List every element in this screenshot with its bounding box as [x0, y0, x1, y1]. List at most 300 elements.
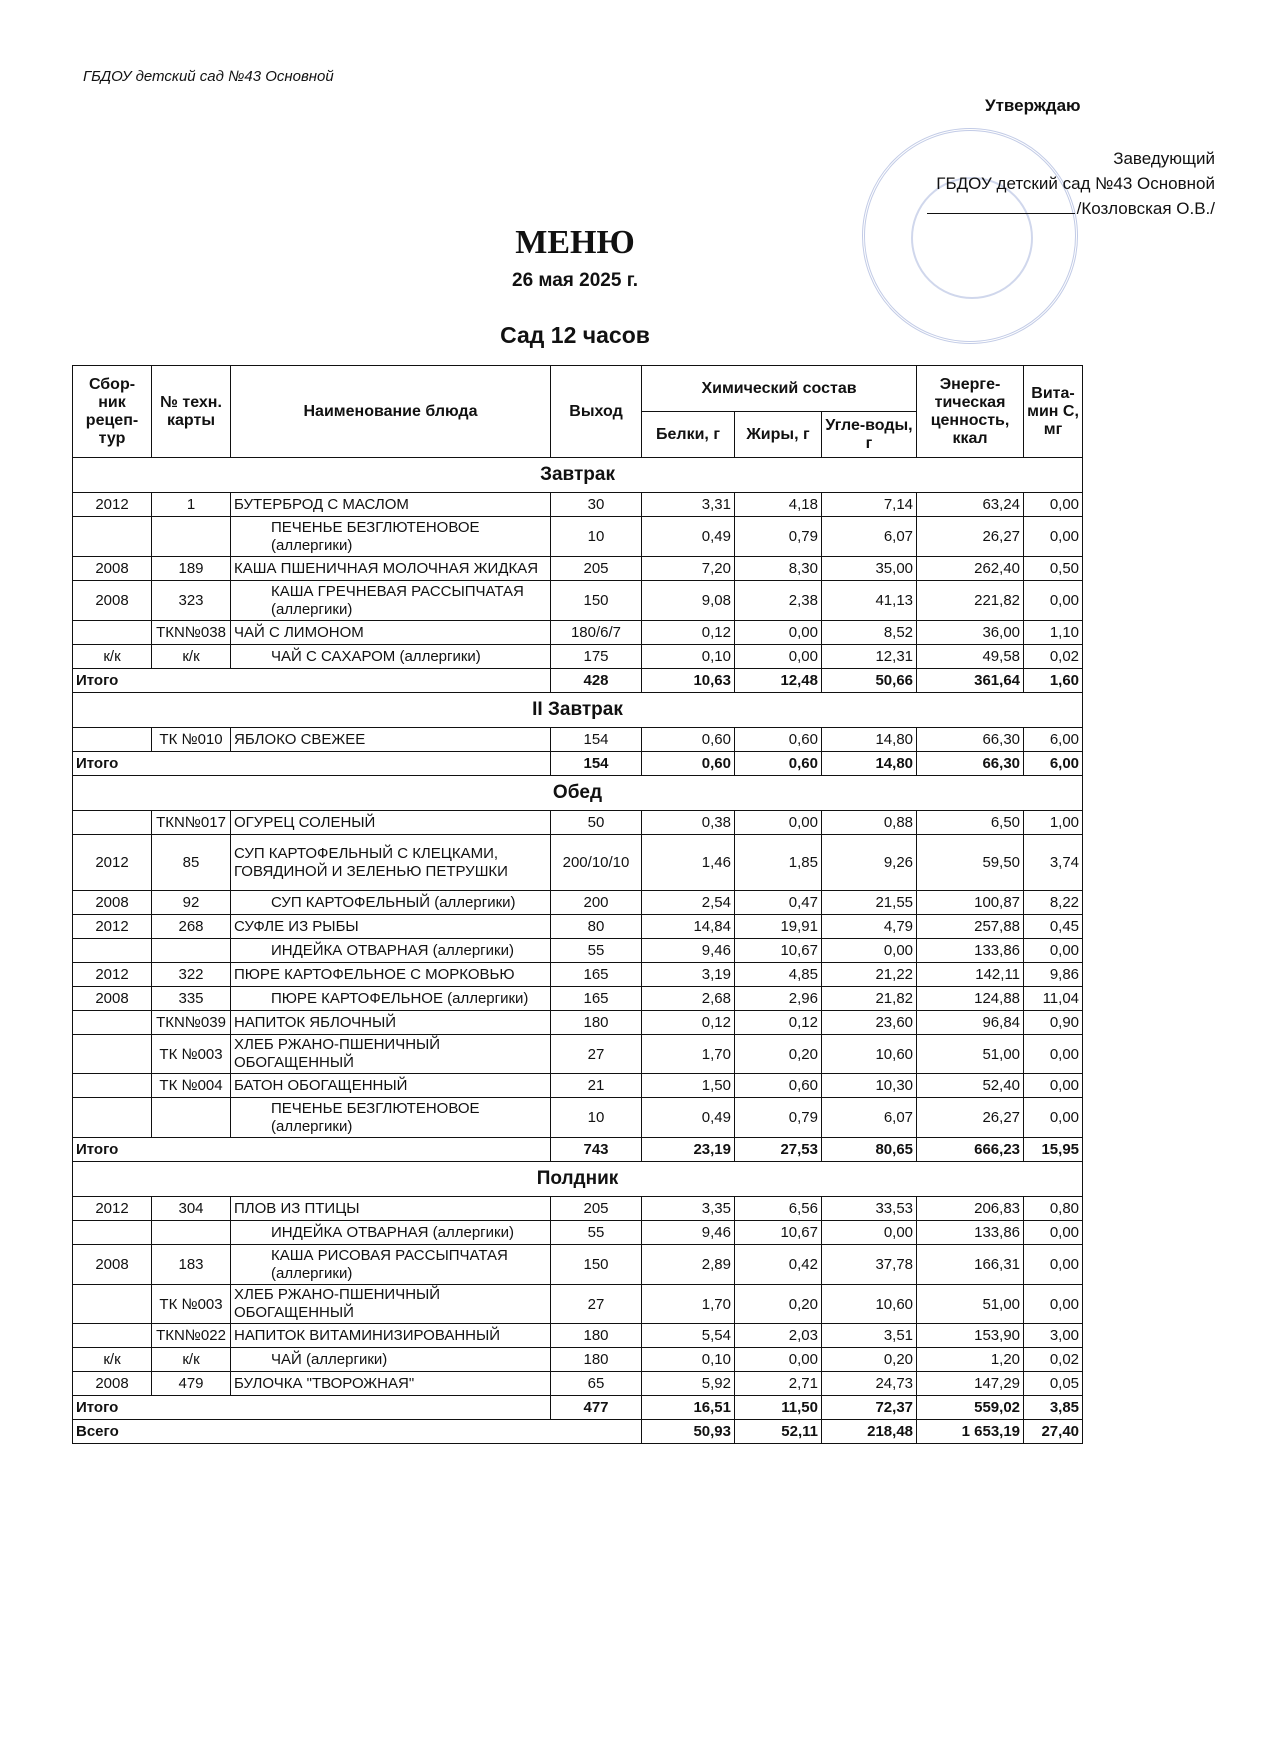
vitc-cell: 0,80: [1024, 1197, 1083, 1221]
card-cell: ТКN№017: [152, 811, 231, 835]
table-row: [73, 1324, 1083, 1348]
protein-cell: 0,49: [642, 1098, 735, 1138]
carbs-cell: 10,60: [822, 1035, 917, 1074]
card-cell: 268: [152, 915, 231, 939]
grand-total-fat-cell: 52,11: [735, 1420, 822, 1444]
table-header: [73, 366, 1083, 458]
dish-name-cell: ЧАЙ С САХАРОМ (аллергики): [231, 645, 551, 669]
col-name: Наименование блюда: [231, 366, 551, 458]
total-carbs-cell: 14,80: [822, 752, 917, 776]
fat-cell: 0,12: [735, 1011, 822, 1035]
table-row: [73, 891, 1083, 915]
dish-name-cell: КАША ГРЕЧНЕВАЯ РАССЫПЧАТАЯ (аллергики): [231, 581, 551, 621]
energy-cell: 26,27: [917, 517, 1024, 557]
table-row: [73, 963, 1083, 987]
card-cell: 1: [152, 493, 231, 517]
table-row: [73, 1245, 1083, 1285]
organization-name: ГБДОУ детский сад №43 Основной: [83, 68, 334, 85]
collection-cell: [73, 728, 152, 752]
collection-cell: 2012: [73, 493, 152, 517]
total-energy-cell: 361,64: [917, 669, 1024, 693]
vitc-cell: 0,00: [1024, 1245, 1083, 1285]
output-cell: 50: [551, 811, 642, 835]
vitc-cell: 0,00: [1024, 1035, 1083, 1074]
carbs-cell: 0,00: [822, 939, 917, 963]
protein-cell: 5,54: [642, 1324, 735, 1348]
protein-cell: 14,84: [642, 915, 735, 939]
vitc-cell: 0,00: [1024, 1074, 1083, 1098]
carbs-cell: 35,00: [822, 557, 917, 581]
collection-cell: [73, 517, 152, 557]
vitc-cell: 0,02: [1024, 645, 1083, 669]
table-row: [73, 581, 1083, 621]
energy-cell: 96,84: [917, 1011, 1024, 1035]
vitc-cell: 8,22: [1024, 891, 1083, 915]
collection-cell: [73, 1285, 152, 1324]
table-row: [73, 1221, 1083, 1245]
card-cell: к/к: [152, 1348, 231, 1372]
table-row: [73, 1011, 1083, 1035]
output-cell: 10: [551, 517, 642, 557]
col-chem: Химический состав: [642, 366, 917, 412]
total-energy-cell: 66,30: [917, 752, 1024, 776]
collection-cell: [73, 811, 152, 835]
collection-cell: [73, 621, 152, 645]
output-cell: 30: [551, 493, 642, 517]
dish-name-cell: ЯБЛОКО СВЕЖЕЕ: [231, 728, 551, 752]
carbs-cell: 37,78: [822, 1245, 917, 1285]
carbs-cell: 21,55: [822, 891, 917, 915]
protein-cell: 9,46: [642, 939, 735, 963]
dish-name-cell: НАПИТОК ЯБЛОЧНЫЙ: [231, 1011, 551, 1035]
vitc-cell: 0,00: [1024, 517, 1083, 557]
vitc-cell: 11,04: [1024, 987, 1083, 1011]
carbs-cell: 10,30: [822, 1074, 917, 1098]
output-cell: 175: [551, 645, 642, 669]
dish-name-cell: ХЛЕБ РЖАНО-ПШЕНИЧНЫЙ ОБОГАЩЕННЫЙ: [231, 1285, 551, 1324]
energy-cell: 166,31: [917, 1245, 1024, 1285]
table-row: [73, 621, 1083, 645]
total-energy-cell: 666,23: [917, 1138, 1024, 1162]
output-cell: 55: [551, 939, 642, 963]
collection-cell: 2008: [73, 557, 152, 581]
fat-cell: 2,03: [735, 1324, 822, 1348]
dish-name-cell: ХЛЕБ РЖАНО-ПШЕНИЧНЫЙ ОБОГАЩЕННЫЙ: [231, 1035, 551, 1074]
menu-table: [72, 365, 1083, 1444]
output-cell: 180: [551, 1011, 642, 1035]
fat-cell: 0,20: [735, 1035, 822, 1074]
total-energy-cell: 559,02: [917, 1396, 1024, 1420]
carbs-cell: 4,79: [822, 915, 917, 939]
protein-cell: 3,35: [642, 1197, 735, 1221]
collection-cell: [73, 1011, 152, 1035]
table-row: [73, 835, 1083, 891]
section-row: [73, 693, 1083, 728]
total-fat-cell: 27,53: [735, 1138, 822, 1162]
output-cell: 180: [551, 1324, 642, 1348]
carbs-cell: 0,00: [822, 1221, 917, 1245]
table-row: [73, 987, 1083, 1011]
grand-total-label: Всего: [73, 1420, 642, 1444]
collection-cell: 2008: [73, 891, 152, 915]
table-row: [73, 557, 1083, 581]
collection-cell: к/к: [73, 1348, 152, 1372]
carbs-cell: 41,13: [822, 581, 917, 621]
approve-title: Утверждаю: [985, 96, 1081, 115]
protein-cell: 1,46: [642, 835, 735, 891]
dish-name-cell: ЧАЙ С ЛИМОНОМ: [231, 621, 551, 645]
fat-cell: 8,30: [735, 557, 822, 581]
carbs-cell: 6,07: [822, 517, 917, 557]
table-row: [73, 1197, 1083, 1221]
table-row: [73, 811, 1083, 835]
protein-cell: 0,10: [642, 1348, 735, 1372]
card-cell: ТК №003: [152, 1035, 231, 1074]
collection-cell: к/к: [73, 645, 152, 669]
col-fat: Жиры, г: [735, 412, 822, 458]
col-protein: Белки, г: [642, 412, 735, 458]
total-output-cell: 477: [551, 1396, 642, 1420]
table-row: [73, 1348, 1083, 1372]
total-fat-cell: 12,48: [735, 669, 822, 693]
carbs-cell: 24,73: [822, 1372, 917, 1396]
energy-cell: 66,30: [917, 728, 1024, 752]
fat-cell: 0,60: [735, 1074, 822, 1098]
dish-name-cell: СУФЛЕ ИЗ РЫБЫ: [231, 915, 551, 939]
energy-cell: 51,00: [917, 1035, 1024, 1074]
fat-cell: 0,00: [735, 645, 822, 669]
total-row: [73, 1396, 1083, 1420]
fat-cell: 2,96: [735, 987, 822, 1011]
dish-name-cell: СУП КАРТОФЕЛЬНЫЙ С КЛЕЦКАМИ, ГОВЯДИНОЙ И ЗЕЛЕНЬЮ ПЕТРУШКИ: [231, 835, 551, 891]
section-title: II Завтрак: [73, 693, 1083, 728]
dish-name-cell: БАТОН ОБОГАЩЕННЫЙ: [231, 1074, 551, 1098]
collection-cell: 2008: [73, 1372, 152, 1396]
vitc-cell: 3,74: [1024, 835, 1083, 891]
carbs-cell: 7,14: [822, 493, 917, 517]
collection-cell: 2012: [73, 1197, 152, 1221]
carbs-cell: 12,31: [822, 645, 917, 669]
protein-cell: 0,12: [642, 1011, 735, 1035]
energy-cell: 1,20: [917, 1348, 1024, 1372]
protein-cell: 0,49: [642, 517, 735, 557]
total-row: [73, 1138, 1083, 1162]
energy-cell: 133,86: [917, 939, 1024, 963]
output-cell: 55: [551, 1221, 642, 1245]
fat-cell: 2,71: [735, 1372, 822, 1396]
table-body: [73, 458, 1083, 1444]
protein-cell: 9,46: [642, 1221, 735, 1245]
grand-total-energy-cell: 1 653,19: [917, 1420, 1024, 1444]
fat-cell: 0,60: [735, 728, 822, 752]
energy-cell: 6,50: [917, 811, 1024, 835]
section-title: Завтрак: [73, 458, 1083, 493]
energy-cell: 26,27: [917, 1098, 1024, 1138]
carbs-cell: 23,60: [822, 1011, 917, 1035]
table-row: [73, 1035, 1083, 1074]
dish-name-cell: КАША ПШЕНИЧНАЯ МОЛОЧНАЯ ЖИДКАЯ: [231, 557, 551, 581]
dish-name-cell: ПЕЧЕНЬЕ БЕЗГЛЮТЕНОВОЕ (аллергики): [231, 517, 551, 557]
collection-cell: [73, 1098, 152, 1138]
approve-block: [927, 146, 1215, 221]
output-cell: 150: [551, 1245, 642, 1285]
grand-total-vitc-cell: 27,40: [1024, 1420, 1083, 1444]
vitc-cell: 3,00: [1024, 1324, 1083, 1348]
fat-cell: 2,38: [735, 581, 822, 621]
protein-cell: 0,38: [642, 811, 735, 835]
total-vitc-cell: 6,00: [1024, 752, 1083, 776]
energy-cell: 52,40: [917, 1074, 1024, 1098]
collection-cell: [73, 1324, 152, 1348]
energy-cell: 124,88: [917, 987, 1024, 1011]
card-cell: 479: [152, 1372, 231, 1396]
total-vitc-cell: 3,85: [1024, 1396, 1083, 1420]
protein-cell: 9,08: [642, 581, 735, 621]
output-cell: 21: [551, 1074, 642, 1098]
dish-name-cell: ОГУРЕЦ СОЛЕНЫЙ: [231, 811, 551, 835]
protein-cell: 1,70: [642, 1035, 735, 1074]
fat-cell: 0,00: [735, 1348, 822, 1372]
vitc-cell: 0,00: [1024, 1098, 1083, 1138]
output-cell: 205: [551, 1197, 642, 1221]
total-protein-cell: 16,51: [642, 1396, 735, 1420]
dish-name-cell: ПЛОВ ИЗ ПТИЦЫ: [231, 1197, 551, 1221]
total-vitc-cell: 1,60: [1024, 669, 1083, 693]
fat-cell: 4,18: [735, 493, 822, 517]
dish-name-cell: ПЮРЕ КАРТОФЕЛЬНОЕ С МОРКОВЬЮ: [231, 963, 551, 987]
collection-cell: 2012: [73, 963, 152, 987]
fat-cell: 1,85: [735, 835, 822, 891]
approve-signature-row: [927, 196, 1215, 221]
vitc-cell: 0,90: [1024, 1011, 1083, 1035]
total-fat-cell: 0,60: [735, 752, 822, 776]
fat-cell: 10,67: [735, 939, 822, 963]
fat-cell: 4,85: [735, 963, 822, 987]
fat-cell: 0,47: [735, 891, 822, 915]
fat-cell: 0,20: [735, 1285, 822, 1324]
approve-position: Заведующий: [1113, 149, 1215, 168]
total-protein-cell: 23,19: [642, 1138, 735, 1162]
section-row: [73, 1162, 1083, 1197]
total-carbs-cell: 50,66: [822, 669, 917, 693]
card-cell: ТКN№022: [152, 1324, 231, 1348]
section-row: [73, 458, 1083, 493]
dish-name-cell: ПЕЧЕНЬЕ БЕЗГЛЮТЕНОВОЕ (аллергики): [231, 1098, 551, 1138]
carbs-cell: 21,82: [822, 987, 917, 1011]
energy-cell: 133,86: [917, 1221, 1024, 1245]
grand-total-protein-cell: 50,93: [642, 1420, 735, 1444]
card-cell: 183: [152, 1245, 231, 1285]
col-output: Выход: [551, 366, 642, 458]
card-cell: 322: [152, 963, 231, 987]
energy-cell: 262,40: [917, 557, 1024, 581]
output-cell: 165: [551, 963, 642, 987]
output-cell: 154: [551, 728, 642, 752]
signature-line: [927, 199, 1075, 214]
carbs-cell: 21,22: [822, 963, 917, 987]
output-cell: 180/6/7: [551, 621, 642, 645]
total-output-cell: 743: [551, 1138, 642, 1162]
carbs-cell: 14,80: [822, 728, 917, 752]
energy-cell: 257,88: [917, 915, 1024, 939]
output-cell: 200: [551, 891, 642, 915]
menu-date: 26 мая 2025 г.: [512, 270, 638, 291]
protein-cell: 1,70: [642, 1285, 735, 1324]
fat-cell: 0,79: [735, 517, 822, 557]
grand-total-row: [73, 1420, 1083, 1444]
section-row: [73, 776, 1083, 811]
output-cell: 200/10/10: [551, 835, 642, 891]
dish-name-cell: БУЛОЧКА "ТВОРОЖНАЯ": [231, 1372, 551, 1396]
vitc-cell: 0,00: [1024, 581, 1083, 621]
total-output-cell: 428: [551, 669, 642, 693]
dish-name-cell: ЧАЙ (аллергики): [231, 1348, 551, 1372]
vitc-cell: 1,00: [1024, 811, 1083, 835]
card-cell: [152, 1098, 231, 1138]
protein-cell: 5,92: [642, 1372, 735, 1396]
energy-cell: 147,29: [917, 1372, 1024, 1396]
card-cell: ТК №003: [152, 1285, 231, 1324]
col-collection: Сбор-ник рецеп-тур: [73, 366, 152, 458]
card-cell: 85: [152, 835, 231, 891]
energy-cell: 100,87: [917, 891, 1024, 915]
vitc-cell: 9,86: [1024, 963, 1083, 987]
collection-cell: [73, 1074, 152, 1098]
col-carbs: Угле-воды, г: [822, 412, 917, 458]
energy-cell: 221,82: [917, 581, 1024, 621]
vitc-cell: 0,00: [1024, 1221, 1083, 1245]
total-output-cell: 154: [551, 752, 642, 776]
energy-cell: 153,90: [917, 1324, 1024, 1348]
dish-name-cell: БУТЕРБРОД С МАСЛОМ: [231, 493, 551, 517]
carbs-cell: 33,53: [822, 1197, 917, 1221]
col-card: № техн. карты: [152, 366, 231, 458]
protein-cell: 3,31: [642, 493, 735, 517]
table-row: [73, 1074, 1083, 1098]
card-cell: к/к: [152, 645, 231, 669]
card-cell: 92: [152, 891, 231, 915]
protein-cell: 2,68: [642, 987, 735, 1011]
vitc-cell: 0,50: [1024, 557, 1083, 581]
table-row: [73, 645, 1083, 669]
card-cell: [152, 939, 231, 963]
energy-cell: 36,00: [917, 621, 1024, 645]
total-carbs-cell: 72,37: [822, 1396, 917, 1420]
table-row: [73, 915, 1083, 939]
dish-name-cell: ИНДЕЙКА ОТВАРНАЯ (аллергики): [231, 1221, 551, 1245]
section-title: Обед: [73, 776, 1083, 811]
protein-cell: 0,12: [642, 621, 735, 645]
section-title: Полдник: [73, 1162, 1083, 1197]
output-cell: 165: [551, 987, 642, 1011]
carbs-cell: 3,51: [822, 1324, 917, 1348]
card-cell: [152, 517, 231, 557]
dish-name-cell: КАША РИСОВАЯ РАССЫПЧАТАЯ (аллергики): [231, 1245, 551, 1285]
card-cell: [152, 1221, 231, 1245]
collection-cell: 2012: [73, 915, 152, 939]
collection-cell: [73, 939, 152, 963]
vitc-cell: 6,00: [1024, 728, 1083, 752]
dish-name-cell: НАПИТОК ВИТАМИНИЗИРОВАННЫЙ: [231, 1324, 551, 1348]
fat-cell: 6,56: [735, 1197, 822, 1221]
table-row: [73, 939, 1083, 963]
energy-cell: 206,83: [917, 1197, 1024, 1221]
vitc-cell: 0,05: [1024, 1372, 1083, 1396]
card-cell: 323: [152, 581, 231, 621]
total-label: Итого: [73, 669, 551, 693]
card-cell: ТКN№039: [152, 1011, 231, 1035]
fat-cell: 0,42: [735, 1245, 822, 1285]
carbs-cell: 9,26: [822, 835, 917, 891]
vitc-cell: 0,00: [1024, 493, 1083, 517]
card-cell: ТКN№038: [152, 621, 231, 645]
collection-cell: [73, 1035, 152, 1074]
protein-cell: 7,20: [642, 557, 735, 581]
output-cell: 205: [551, 557, 642, 581]
card-cell: ТК №004: [152, 1074, 231, 1098]
total-label: Итого: [73, 1138, 551, 1162]
table-row: [73, 728, 1083, 752]
energy-cell: 51,00: [917, 1285, 1024, 1324]
energy-cell: 49,58: [917, 645, 1024, 669]
total-protein-cell: 10,63: [642, 669, 735, 693]
vitc-cell: 0,02: [1024, 1348, 1083, 1372]
col-vitc: Вита-мин С, мг: [1024, 366, 1083, 458]
protein-cell: 3,19: [642, 963, 735, 987]
dish-name-cell: СУП КАРТОФЕЛЬНЫЙ (аллергики): [231, 891, 551, 915]
output-cell: 65: [551, 1372, 642, 1396]
output-cell: 180: [551, 1348, 642, 1372]
total-vitc-cell: 15,95: [1024, 1138, 1083, 1162]
energy-cell: 63,24: [917, 493, 1024, 517]
carbs-cell: 0,88: [822, 811, 917, 835]
col-energy: Энерге-тическая ценность, ккал: [917, 366, 1024, 458]
collection-cell: 2008: [73, 1245, 152, 1285]
protein-cell: 2,89: [642, 1245, 735, 1285]
collection-cell: 2008: [73, 581, 152, 621]
energy-cell: 59,50: [917, 835, 1024, 891]
output-cell: 27: [551, 1285, 642, 1324]
carbs-cell: 8,52: [822, 621, 917, 645]
protein-cell: 0,60: [642, 728, 735, 752]
dish-name-cell: ИНДЕЙКА ОТВАРНАЯ (аллергики): [231, 939, 551, 963]
fat-cell: 10,67: [735, 1221, 822, 1245]
card-cell: 335: [152, 987, 231, 1011]
vitc-cell: 0,00: [1024, 1285, 1083, 1324]
menu-title: МЕНЮ: [515, 224, 635, 261]
total-row: [73, 669, 1083, 693]
table-row: [73, 493, 1083, 517]
collection-cell: 2008: [73, 987, 152, 1011]
output-cell: 10: [551, 1098, 642, 1138]
grand-total-carbs-cell: 218,48: [822, 1420, 917, 1444]
carbs-cell: 6,07: [822, 1098, 917, 1138]
output-cell: 27: [551, 1035, 642, 1074]
vitc-cell: 0,00: [1024, 939, 1083, 963]
collection-cell: 2012: [73, 835, 152, 891]
total-protein-cell: 0,60: [642, 752, 735, 776]
total-carbs-cell: 80,65: [822, 1138, 917, 1162]
protein-cell: 2,54: [642, 891, 735, 915]
table-row: [73, 517, 1083, 557]
fat-cell: 0,00: [735, 811, 822, 835]
card-cell: ТК №010: [152, 728, 231, 752]
protein-cell: 0,10: [642, 645, 735, 669]
table-row: [73, 1285, 1083, 1324]
total-label: Итого: [73, 1396, 551, 1420]
output-cell: 150: [551, 581, 642, 621]
vitc-cell: 1,10: [1024, 621, 1083, 645]
